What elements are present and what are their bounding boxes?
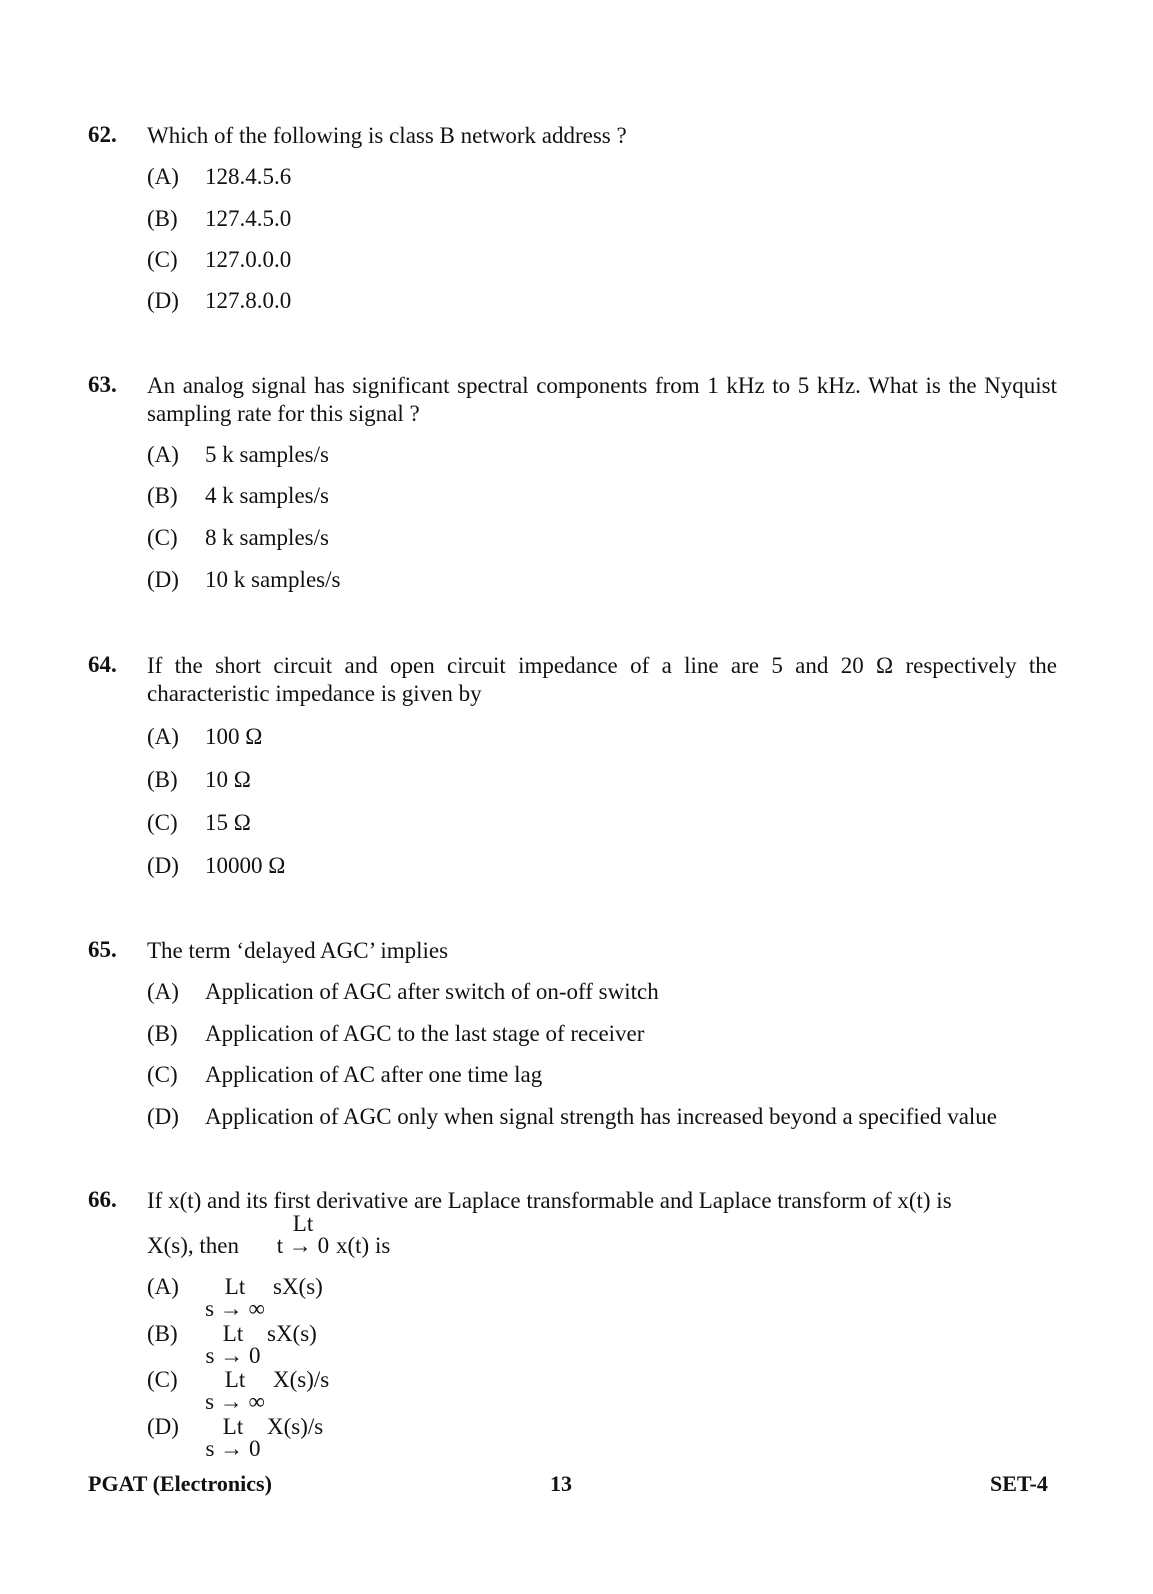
question-text: The term ‘delayed AGC’ implies bbox=[147, 938, 449, 963]
option-label: (A) bbox=[147, 1274, 179, 1299]
option-label: (B) bbox=[147, 1321, 178, 1346]
limit-expression bbox=[202, 1416, 264, 1460]
option-expression: X(s)/s bbox=[273, 1367, 330, 1392]
option-label: (B) bbox=[147, 1021, 178, 1046]
option-label: (A) bbox=[147, 724, 179, 749]
page-number: 13 bbox=[550, 1471, 572, 1496]
limit-lt: Lt bbox=[292, 1211, 314, 1236]
option-label: (D) bbox=[147, 288, 179, 313]
option-label: (D) bbox=[147, 1104, 179, 1129]
option-label: (C) bbox=[147, 525, 178, 550]
option-text: Application of AGC to the last stage of receiver bbox=[205, 1021, 645, 1046]
limit-lt: Lt bbox=[224, 1367, 246, 1392]
question-text: If the short circuit and open circuit impedance of a line are 5 and 20 Ω respectively the characteristic impedance is given by bbox=[147, 653, 1057, 706]
footer-title: PGAT (Electronics) bbox=[88, 1471, 272, 1496]
option-label: (B) bbox=[147, 483, 178, 508]
limit-lt: Lt bbox=[222, 1414, 244, 1439]
limit-expression bbox=[202, 1323, 264, 1367]
option-text: 4 k samples/s bbox=[205, 483, 329, 508]
option-text: 15 Ω bbox=[205, 810, 251, 835]
limit-sub: s → 0 bbox=[205, 1436, 261, 1461]
option-text: 127.0.0.0 bbox=[205, 247, 292, 272]
question-text-suffix: x(t) is bbox=[336, 1233, 391, 1258]
option-text: 10 k samples/s bbox=[205, 567, 341, 592]
option-text: 128.4.5.6 bbox=[205, 164, 292, 189]
limit-lt: Lt bbox=[222, 1321, 244, 1346]
limit-expression bbox=[202, 1276, 268, 1320]
option-label: (A) bbox=[147, 442, 179, 467]
option-text: 127.8.0.0 bbox=[205, 288, 292, 313]
limit-expression bbox=[202, 1369, 268, 1413]
option-text: 8 k samples/s bbox=[205, 525, 329, 550]
option-text: 10 Ω bbox=[205, 767, 251, 792]
question-text-prefix: X(s), then bbox=[147, 1233, 239, 1258]
option-expression: X(s)/s bbox=[267, 1414, 324, 1439]
option-label: (C) bbox=[147, 247, 178, 272]
limit-lt: Lt bbox=[224, 1274, 246, 1299]
option-label: (C) bbox=[147, 810, 178, 835]
limit-sub: s → ∞ bbox=[205, 1389, 265, 1414]
option-label: (B) bbox=[147, 206, 178, 231]
option-label: (D) bbox=[147, 567, 179, 592]
limit-sub: t → 0 bbox=[276, 1233, 330, 1258]
option-label: (C) bbox=[147, 1367, 178, 1392]
question-number: 65. bbox=[88, 937, 117, 962]
option-text: Application of AC after one time lag bbox=[205, 1062, 543, 1087]
option-expression: sX(s) bbox=[267, 1321, 317, 1346]
option-text: 127.4.5.0 bbox=[205, 206, 292, 231]
question-text-line1: If x(t) and its first derivative are Laplace transformable and Laplace transform of x(t) is bbox=[147, 1188, 952, 1213]
option-text: Application of AGC only when signal strength has increased beyond a specified value bbox=[205, 1104, 998, 1129]
question-number: 63. bbox=[88, 372, 117, 397]
option-label: (C) bbox=[147, 1062, 178, 1087]
option-label: (A) bbox=[147, 164, 179, 189]
option-label: (D) bbox=[147, 1414, 179, 1439]
option-text: 5 k samples/s bbox=[205, 442, 329, 467]
option-label: (A) bbox=[147, 979, 179, 1004]
question-number: 66. bbox=[88, 1187, 117, 1212]
option-expression: sX(s) bbox=[273, 1274, 323, 1299]
option-label: (D) bbox=[147, 853, 179, 878]
option-text: 100 Ω bbox=[205, 724, 263, 749]
question-text: An analog signal has significant spectral components from 1 kHz to 5 kHz. What is the Nyquist sampling rate for this signal ? bbox=[147, 373, 1057, 426]
footer-set: SET-4 bbox=[990, 1471, 1048, 1496]
limit-sub: s → ∞ bbox=[205, 1296, 265, 1321]
question-text: Which of the following is class B network address ? bbox=[147, 123, 627, 148]
limit-sub: s → 0 bbox=[205, 1343, 261, 1368]
option-text: Application of AGC after switch of on-off switch bbox=[205, 979, 659, 1004]
option-text: 10000 Ω bbox=[205, 853, 286, 878]
limit-expression bbox=[270, 1213, 336, 1257]
option-label: (B) bbox=[147, 767, 178, 792]
question-number: 64. bbox=[88, 652, 117, 677]
question-number: 62. bbox=[88, 122, 117, 147]
